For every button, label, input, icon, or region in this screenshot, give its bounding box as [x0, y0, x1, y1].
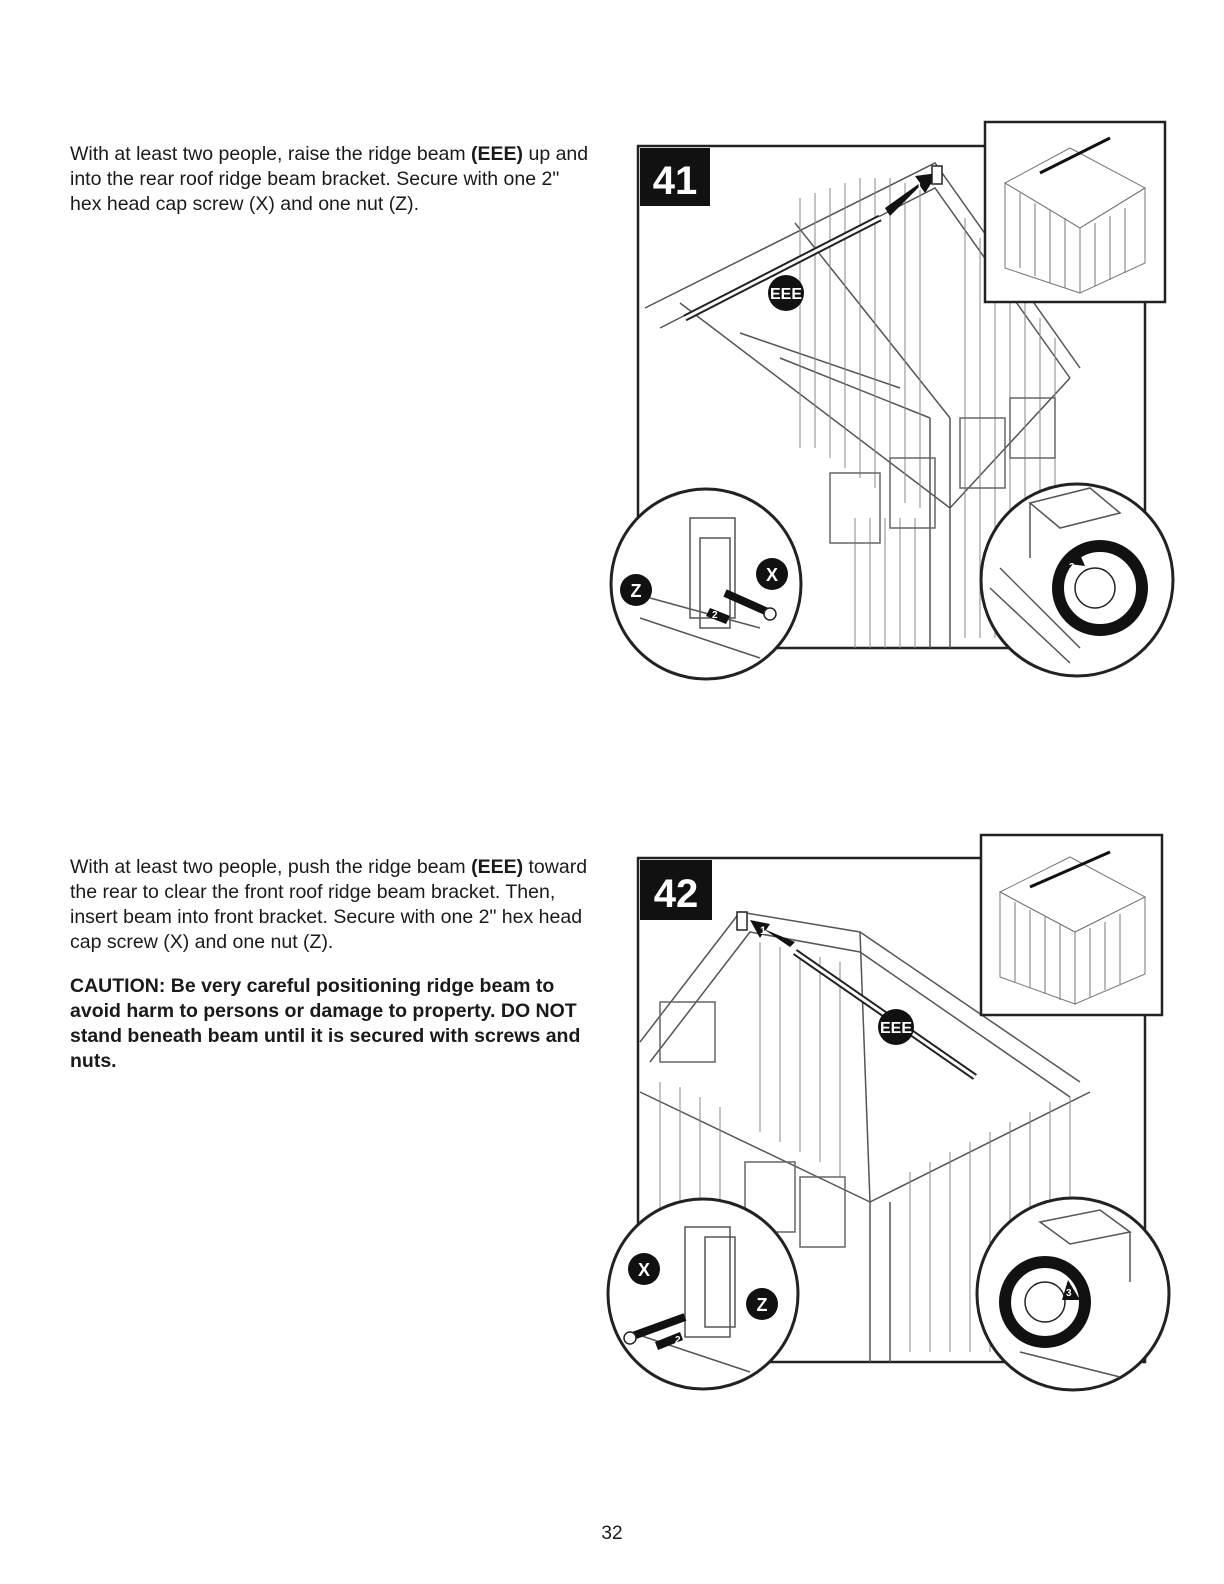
- arrow-3-label: 3: [1069, 562, 1075, 573]
- arrow-1-label-step42: 1: [760, 925, 767, 937]
- arrow-1-label: 1: [916, 181, 923, 193]
- arrow-2-label-step42: 2: [675, 1335, 681, 1346]
- step-42-diagram: [600, 832, 1200, 1398]
- x-callout-label: X: [765, 565, 779, 585]
- rear-bracket: [932, 166, 942, 184]
- arrow-3-label-step42: 3: [1066, 1288, 1072, 1299]
- step-42-number: 42: [653, 872, 699, 916]
- page-number: 32: [601, 1523, 623, 1544]
- front-bracket: [737, 912, 747, 930]
- x-callout-label-step42: X: [637, 1260, 651, 1280]
- step-41-overview-inset: [985, 122, 1165, 302]
- eee-callout-label: EEE: [769, 286, 803, 303]
- step-41-illustration: [600, 118, 1200, 684]
- step-41-diagram: [600, 118, 1200, 684]
- z-callout-label-step42: Z: [756, 1295, 768, 1315]
- step-42-illustration: [600, 832, 1200, 1398]
- step-42-overview-inset: [981, 835, 1162, 1015]
- z-callout-label: Z: [630, 581, 642, 601]
- arrow-2-label: 2: [712, 610, 718, 621]
- step-41-instructions: [70, 142, 590, 236]
- step-42-instruction-text: With at least two people, push the ridge beam (EEE) toward the rear to clear the front roof ridge beam bracket. Then, insert beam into front bracket. Secure with one 2" hex head cap screw (X) and one nut (Z).: [70, 856, 588, 953]
- step-41-instruction-text: With at least two people, raise the ridge beam (EEE) up and into the rear roof ridge beam bracket. Secure with one 2" hex head cap screw (X) and one nut (Z).: [70, 143, 589, 215]
- step-41-number: 41: [652, 159, 698, 203]
- eee-callout-label-step42: EEE: [879, 1020, 913, 1037]
- step-42-caution-text: CAUTION: Be very careful positioning ridge beam to avoid harm to persons or damage to property. DO NOT stand beneath beam until it is secured with screws and nuts.: [70, 975, 581, 1072]
- step-42-instructions: [70, 855, 590, 1093]
